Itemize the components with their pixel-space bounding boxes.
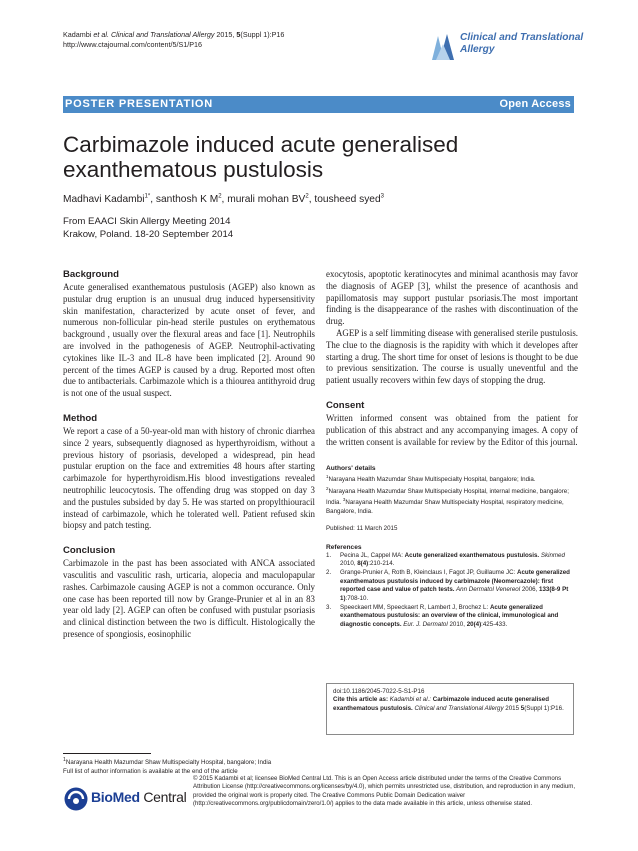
biomed-central-logo: BioMed Central bbox=[63, 786, 183, 812]
doi[interactable]: doi:10.1186/2045-7022-5-S1-P16 bbox=[333, 688, 425, 695]
conclusion-text: Carbimazole in the past has been associated with ANCA associated vasculitis and vasculitic rash, urticaria, alopecia and maculopapular rashes. Carbimazole causing AGEP is not a common occurance. Only one case has been reported till now by Grange-Prunier et al in an 83 year old lady [2]. AGEP can often be confused with pustular psoriasis and clinical distinction between the two is difficult. Histologically the presence of spongiosis, eosinophilic bbox=[63, 558, 315, 639]
author: Madhavi Kadambi$^{1*}$, bbox=[63, 194, 156, 206]
method-text: We report a case of a 50-year-old man with history of chronic diarrhea since 2 years, subsequently diagnosed as hyperthyroidism, without a previous history of psoriasis, developed a widespread, pin head pustular eruption on the face and extremities 48 hours after starting carbimazole for hyperthyroidism.His blood investigations revealed neutrophilic leucocytosis. The offending drug was stopped on day 3 and the pustules subsided by day 5. He was started on propylthiouracil instead of carbimazole, which he tolerated well. Patient refused skin biopsy and patch testing. bbox=[63, 425, 315, 531]
right-column bbox=[326, 269, 578, 630]
conclusion-heading: Conclusion bbox=[63, 545, 116, 557]
discussion-text-2: AGEP is a self limmiting disease with generalised sterile pustulosis. The clue to the diagnosis is the rapidity with which it developes after starting a drug. The short time for onset of lesions is thought to be due to previous sensitization. The course is usually uneventful and the patient usually recovers within few days of stopping the drug. bbox=[326, 327, 578, 386]
reference-item: 2. Grange-Prunier A, Roth B, Kleinclaus I, Fagot JP, Guillaume JC: Acute generalized exanthematous pustulosis induced by carbimazole (Neomercazole): first reported case and value of patch tests. Ann Dermatol Venereol 2006, 133(8-9 Pt 1):708-10. bbox=[326, 569, 570, 602]
background-heading: Background bbox=[63, 269, 119, 280]
reference-item: 1. Pecina JL, Cappel MA: Acute generalized exanthematous pustulosis. Skinmed 2010, 8(4):210-214. bbox=[326, 551, 565, 567]
author: santhosh K $M^2$, bbox=[155, 194, 228, 206]
author: murali mohan $BV^2$, bbox=[227, 194, 315, 206]
header-url[interactable]: http://www.ctajournal.com/content/5/S1/P16 bbox=[63, 40, 203, 49]
journal-name: Clinical and Translational Allergy bbox=[460, 32, 584, 55]
header-citation: Kadambi et al. Clinical and Translational Allergy 2015, 5(Suppl 1):P16 bbox=[63, 30, 285, 39]
article-type-banner bbox=[63, 96, 574, 113]
left-column bbox=[63, 269, 315, 641]
references-heading: References bbox=[326, 543, 362, 551]
authors-details: $^1$Narayana Health Mazumdar Shaw Multispecialty Hospital, bangalore; India. $^2$Narayana Health Mazumdar Shaw Multispecialty Hospital, internal medicine, bangalore; India. $^3$Narayana Health Mazumdar Shaw Multispecialty Hospital, respiratory medicine, Bangalore, India. bbox=[326, 474, 569, 515]
cite-as: Cite this article as: Kadambi et al.: Carbimazole induced acute generalised exanthematous pustulosis. Clinical and Translational Allergy 2015 5(Suppl 1):P16. bbox=[333, 696, 564, 712]
footnote-rule bbox=[63, 753, 151, 754]
running-header bbox=[63, 30, 284, 50]
authors-details-heading: Authors' details bbox=[326, 465, 376, 473]
reference-item: 3. Speeckaert MM, Speeckaert R, Lambert J, Brochez L: Acute generalized exanthematous pustulosis: an overview of the clinical, immunological and diagnostic concepts. Eur. J. Dermatol 2010, 20(4):425-433. bbox=[326, 604, 559, 628]
article-title: Carbimazole induced acute generalised exanthematous pustulosis bbox=[63, 132, 459, 182]
license-text: © 2015 Kadambi et al; licensee BioMed Central Ltd. This is an Open Access article distributed under the terms of the Creative Commons Attribution License (http://creativecommons.org/licenses/by/4.0), which permits unrestricted use, distribution, and reproduction in any medium, provided the original work is properly cited. The Creative Commons Public Domain Dedication waiver (http://creativecommons.org/publicdomain/zero/1.0/) applies to the data made available in this article, unless otherwise stated. bbox=[193, 775, 576, 808]
consent-heading: Consent bbox=[326, 399, 365, 411]
method-heading: Method bbox=[63, 412, 98, 424]
background-text: Acute generalised exanthematous pustulosis (AGEP) also known as pustular drug eruption is an unusual drug induced hypersensitivity skin manifestation, characterized by acute onset of fever, and numerous non-follicular pin-head sterile pustules on erythematous background , usually over the flexural areas and face [1]. Neutrophils are involved in the pathogenesis of AGEP. Neutrophil-activating cytokines like IL-3 and IL-8 have been implicated [2]. Around 90 percent of the times AGEP is caused by a drug. Reported most often due to antibacterials. Carbimazole which is a thiourea antithyroid drug is not one of the usual suspect. bbox=[63, 282, 315, 399]
citation-box bbox=[326, 683, 574, 735]
poster-presentation-label: POSTER PRESENTATION bbox=[65, 98, 214, 110]
journal-logo bbox=[430, 28, 610, 68]
author-list bbox=[63, 194, 384, 205]
affiliation-footnote: $^1$Narayana Health Mazumdar Shaw Multispecialty Hospital, bangalore; India Full list of author information is available at the end of the article bbox=[63, 757, 272, 775]
open-access-label: Open Access bbox=[499, 98, 571, 110]
journal-mark-icon bbox=[430, 30, 456, 64]
meeting-info: From EAACI Skin Allergy Meeting 2014 Krakow, Poland. 18-20 September 2014 bbox=[63, 216, 234, 240]
author: tousheed syed$^3$ bbox=[314, 194, 384, 206]
consent-text: Written informed consent was obtained from the patient for publication of this abstract and any accompanying images. A copy of the written consent is available for review by the Editor of this journal. bbox=[326, 412, 578, 447]
reference-list bbox=[326, 552, 578, 630]
discussion-text: exocytosis, apoptotic keratinocytes and minimal acanthosis may favor the diagnosis of AGEP [3], whilst the presence of acanthosis and papillomatosis may support pustular psoriasis.The most important finding is the disappearance of the rashes with discontinuation of the drug. bbox=[326, 269, 578, 327]
biomed-central-mark-icon bbox=[63, 786, 89, 812]
published-date: Published: 11 March 2015 bbox=[326, 525, 398, 533]
